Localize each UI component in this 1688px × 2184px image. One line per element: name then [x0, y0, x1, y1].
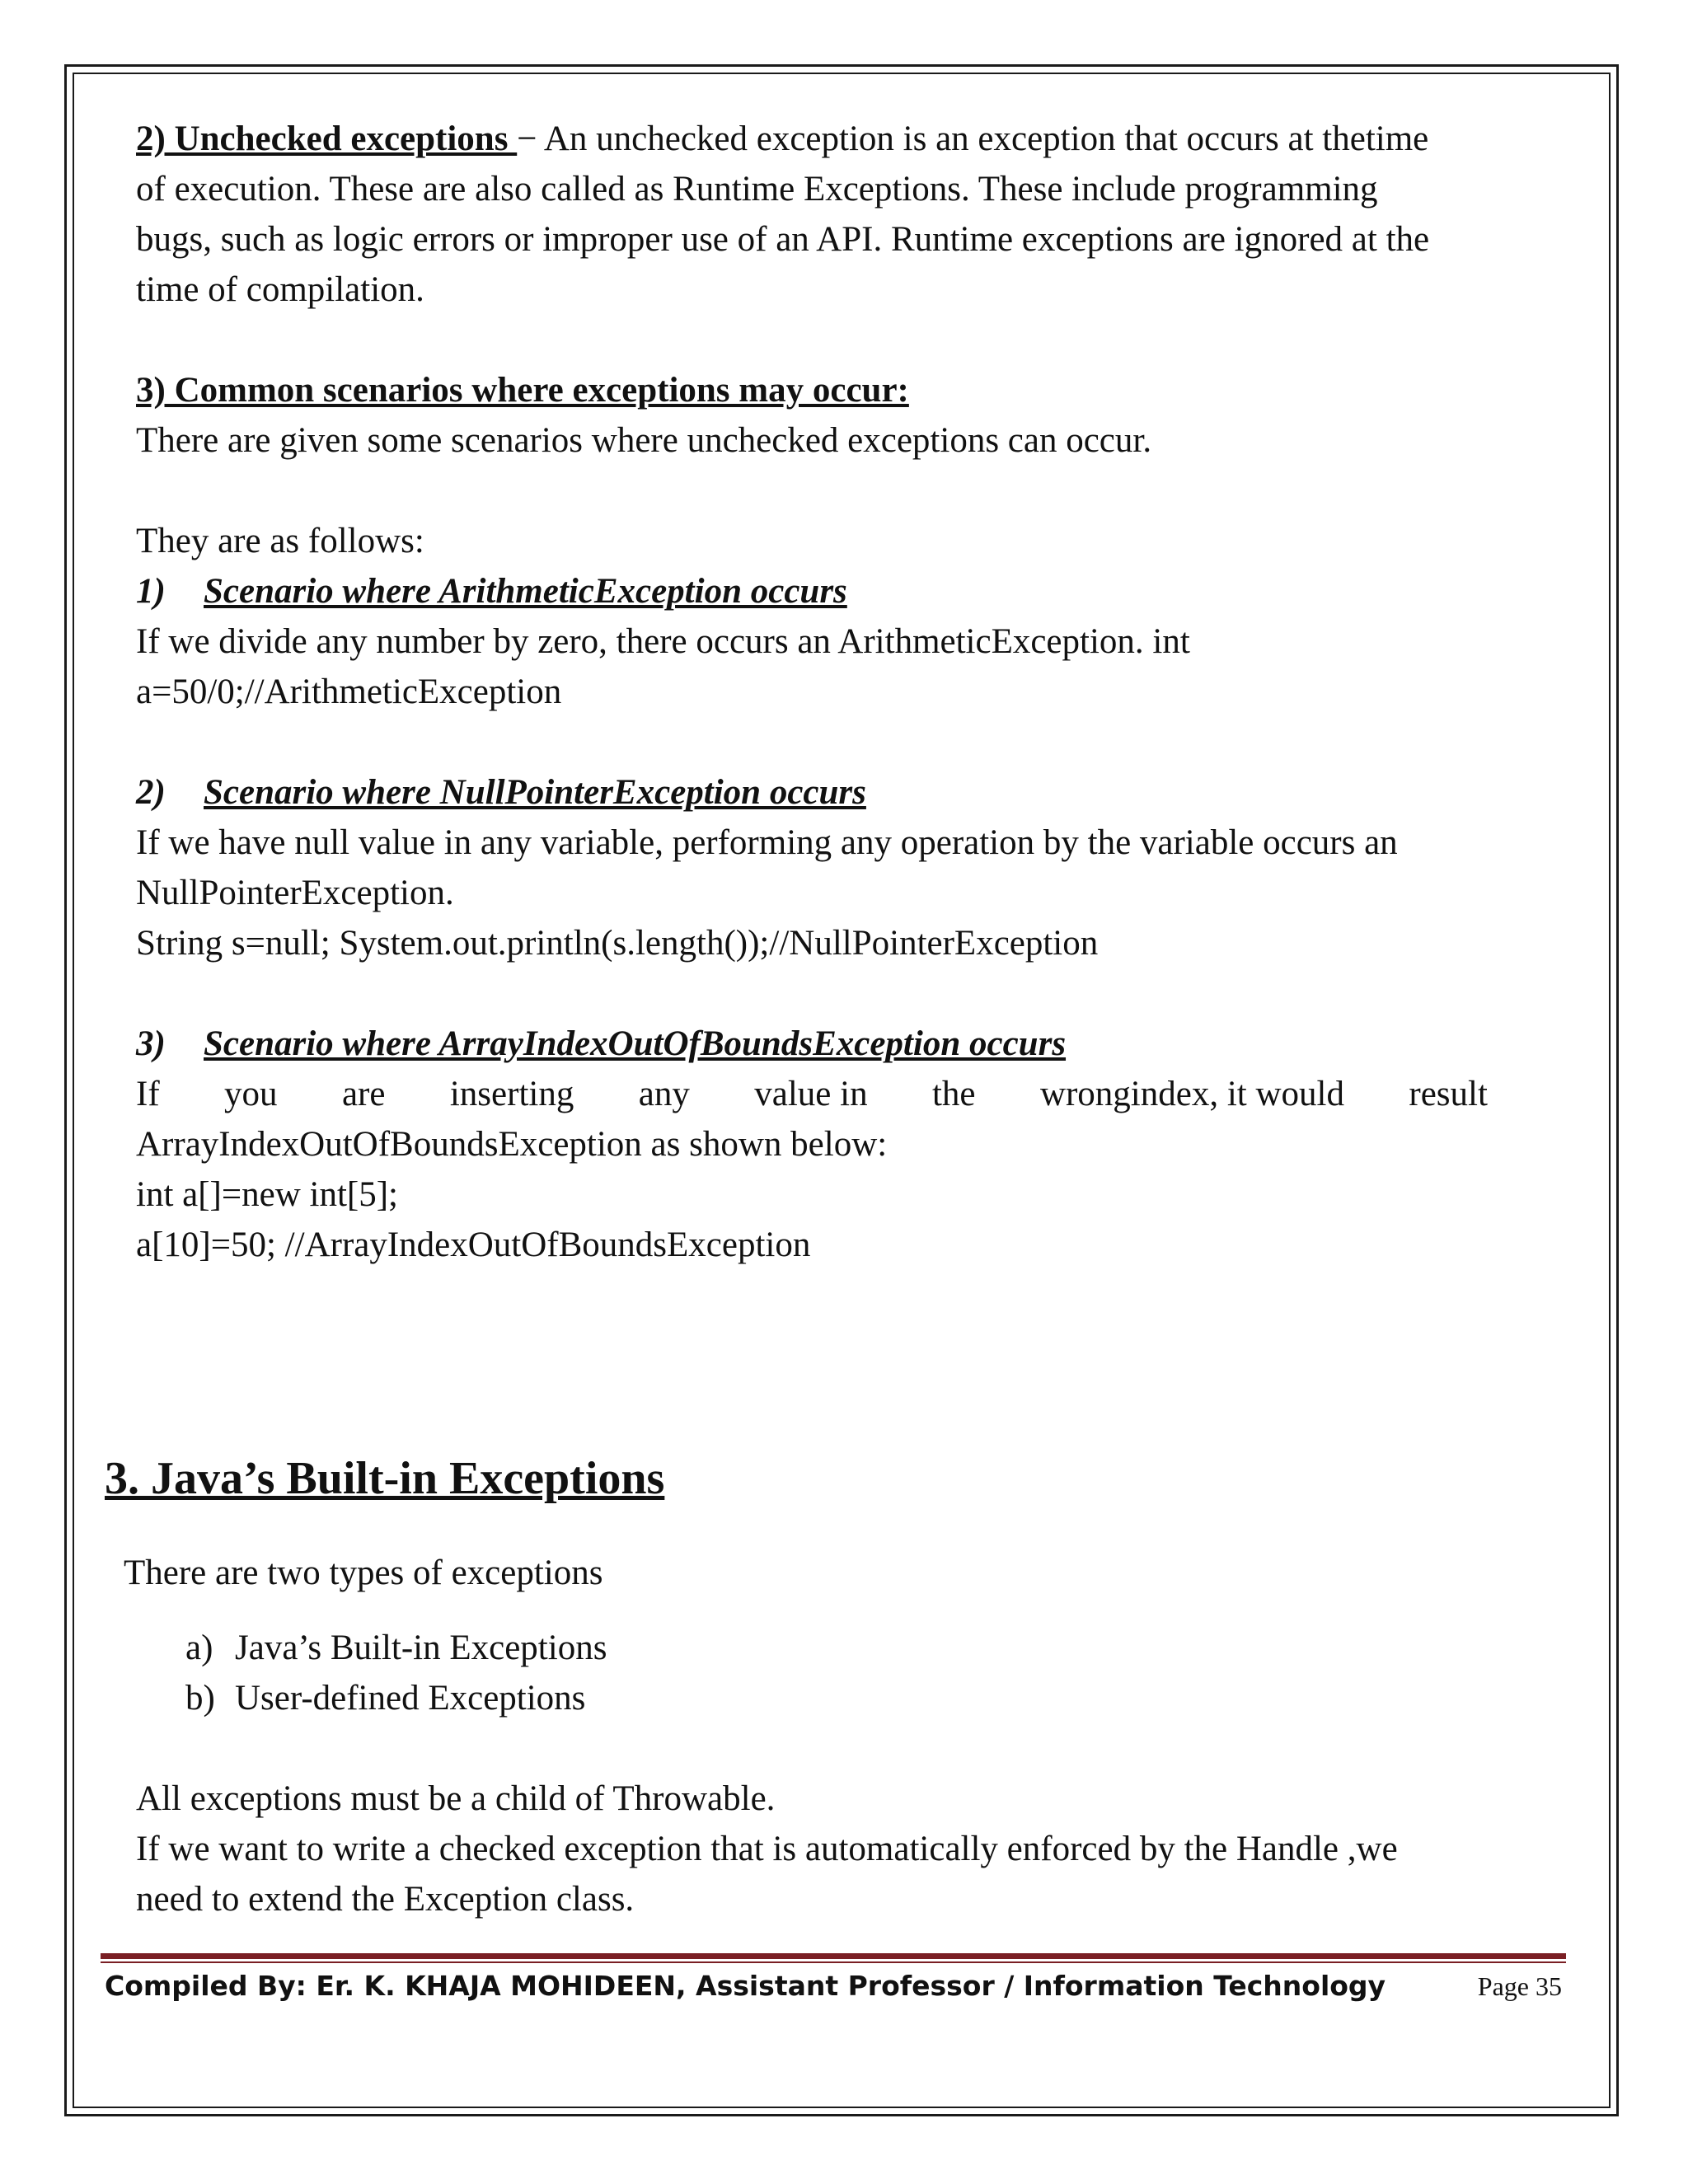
closing-line-2: If we want to write a checked exception that is automatically enforced by the Handle ,we [136, 1830, 1398, 1868]
scenario-3-word: value in [754, 1075, 868, 1113]
scenario-3-word: are [341, 1075, 386, 1113]
scenario-3-line-2: int a[]=new int[5]; [136, 1175, 398, 1214]
scenario-1-heading [136, 566, 1554, 616]
scenario-3-line-3: a[10]=50; //ArrayIndexOutOfBoundsException [136, 1226, 811, 1264]
scenario-3-heading [136, 1019, 1554, 1069]
footer-rule [101, 1953, 1566, 1963]
scenario-2-heading [136, 767, 1554, 818]
common-follows: They are as follows: [136, 522, 424, 560]
exception-types-list [124, 1623, 1558, 1723]
footer-page-number: Page 35 [1477, 1971, 1562, 2001]
scenario-2-title: Scenario where NullPointerException occurs [204, 773, 866, 812]
scenario-3-title: Scenario where ArrayIndexOutOfBoundsException occurs [204, 1024, 1067, 1063]
scenario-3-word: any [638, 1075, 690, 1113]
list-text: Java’s Built-in Exceptions [235, 1629, 607, 1667]
unchecked-line-2: of execution. These are also called as Runtime Exceptions. These include programming [136, 170, 1378, 209]
scenario-2-line-3: String s=null; System.out.println(s.length());//NullPointerException [136, 924, 1099, 963]
scenario-1-title: Scenario where ArithmeticException occurs [204, 572, 847, 611]
footer-rule-thin [101, 1961, 1566, 1963]
unchecked-line-4: time of compilation. [136, 270, 424, 309]
scenario-3-word: result [1409, 1075, 1488, 1113]
list-item [185, 1623, 1558, 1673]
closing-paragraph [124, 1774, 1558, 1924]
scenario-3-word: inserting [449, 1075, 574, 1113]
scenario-2-number: 2) [136, 773, 166, 812]
section-intro: There are two types of exceptions [124, 1554, 603, 1592]
scenario-3-word: wrongindex, it would [1039, 1075, 1344, 1113]
footer-compiled-by: Compiled By: Er. K. KHAJA MOHIDEEN, Assistant Professor / Information Technology [105, 1970, 1386, 2002]
scenario-2-line-1: If we have null value in any variable, performing any operation by the variable occurs an [136, 823, 1398, 862]
scenario-1-number: 1) [136, 572, 166, 611]
section-body [124, 1548, 1558, 1924]
closing-line-1: All exceptions must be a child of Throwable. [136, 1779, 776, 1818]
scenario-3-word: If [136, 1075, 160, 1113]
scenario-2-line-2: NullPointerException. [136, 874, 454, 912]
scenario-3-word: you [224, 1075, 278, 1113]
scenario-3-justified-line [136, 1069, 1488, 1119]
unchecked-paragraph [136, 114, 1554, 315]
scenario-3-number: 3) [136, 1024, 166, 1063]
common-heading: 3) Common scenarios where exceptions may occur: [136, 371, 909, 410]
scenario-1-line-2: a=50/0;//ArithmeticException [136, 673, 562, 711]
footer-rule-thick [101, 1953, 1566, 1959]
unchecked-line-1: An unchecked exception is an exception that occurs at thetime [543, 120, 1429, 158]
unchecked-heading: 2) Unchecked exceptions [136, 120, 518, 158]
list-item [185, 1673, 1558, 1723]
unchecked-line-3: bugs, such as logic errors or improper use of an API. Runtime exceptions are ignored at the [136, 220, 1430, 259]
page-footer [105, 1970, 1562, 2002]
list-marker: b) [185, 1679, 215, 1718]
section-title: 3. Java’s Built-in Exceptions [105, 1453, 665, 1504]
scenario-3-line-1: ArrayIndexOutOfBoundsException as shown below: [136, 1125, 888, 1164]
main-content [136, 114, 1554, 1270]
closing-line-3: need to extend the Exception class. [136, 1880, 635, 1919]
scenario-1-line-1: If we divide any number by zero, there occurs an ArithmeticException. int [136, 622, 1190, 661]
list-marker: a) [185, 1629, 213, 1667]
scenario-3-word: the [931, 1075, 976, 1113]
common-intro: There are given some scenarios where unchecked exceptions can occur. [136, 421, 1152, 460]
unchecked-dash: − [517, 120, 544, 158]
list-text: User-defined Exceptions [235, 1679, 586, 1718]
